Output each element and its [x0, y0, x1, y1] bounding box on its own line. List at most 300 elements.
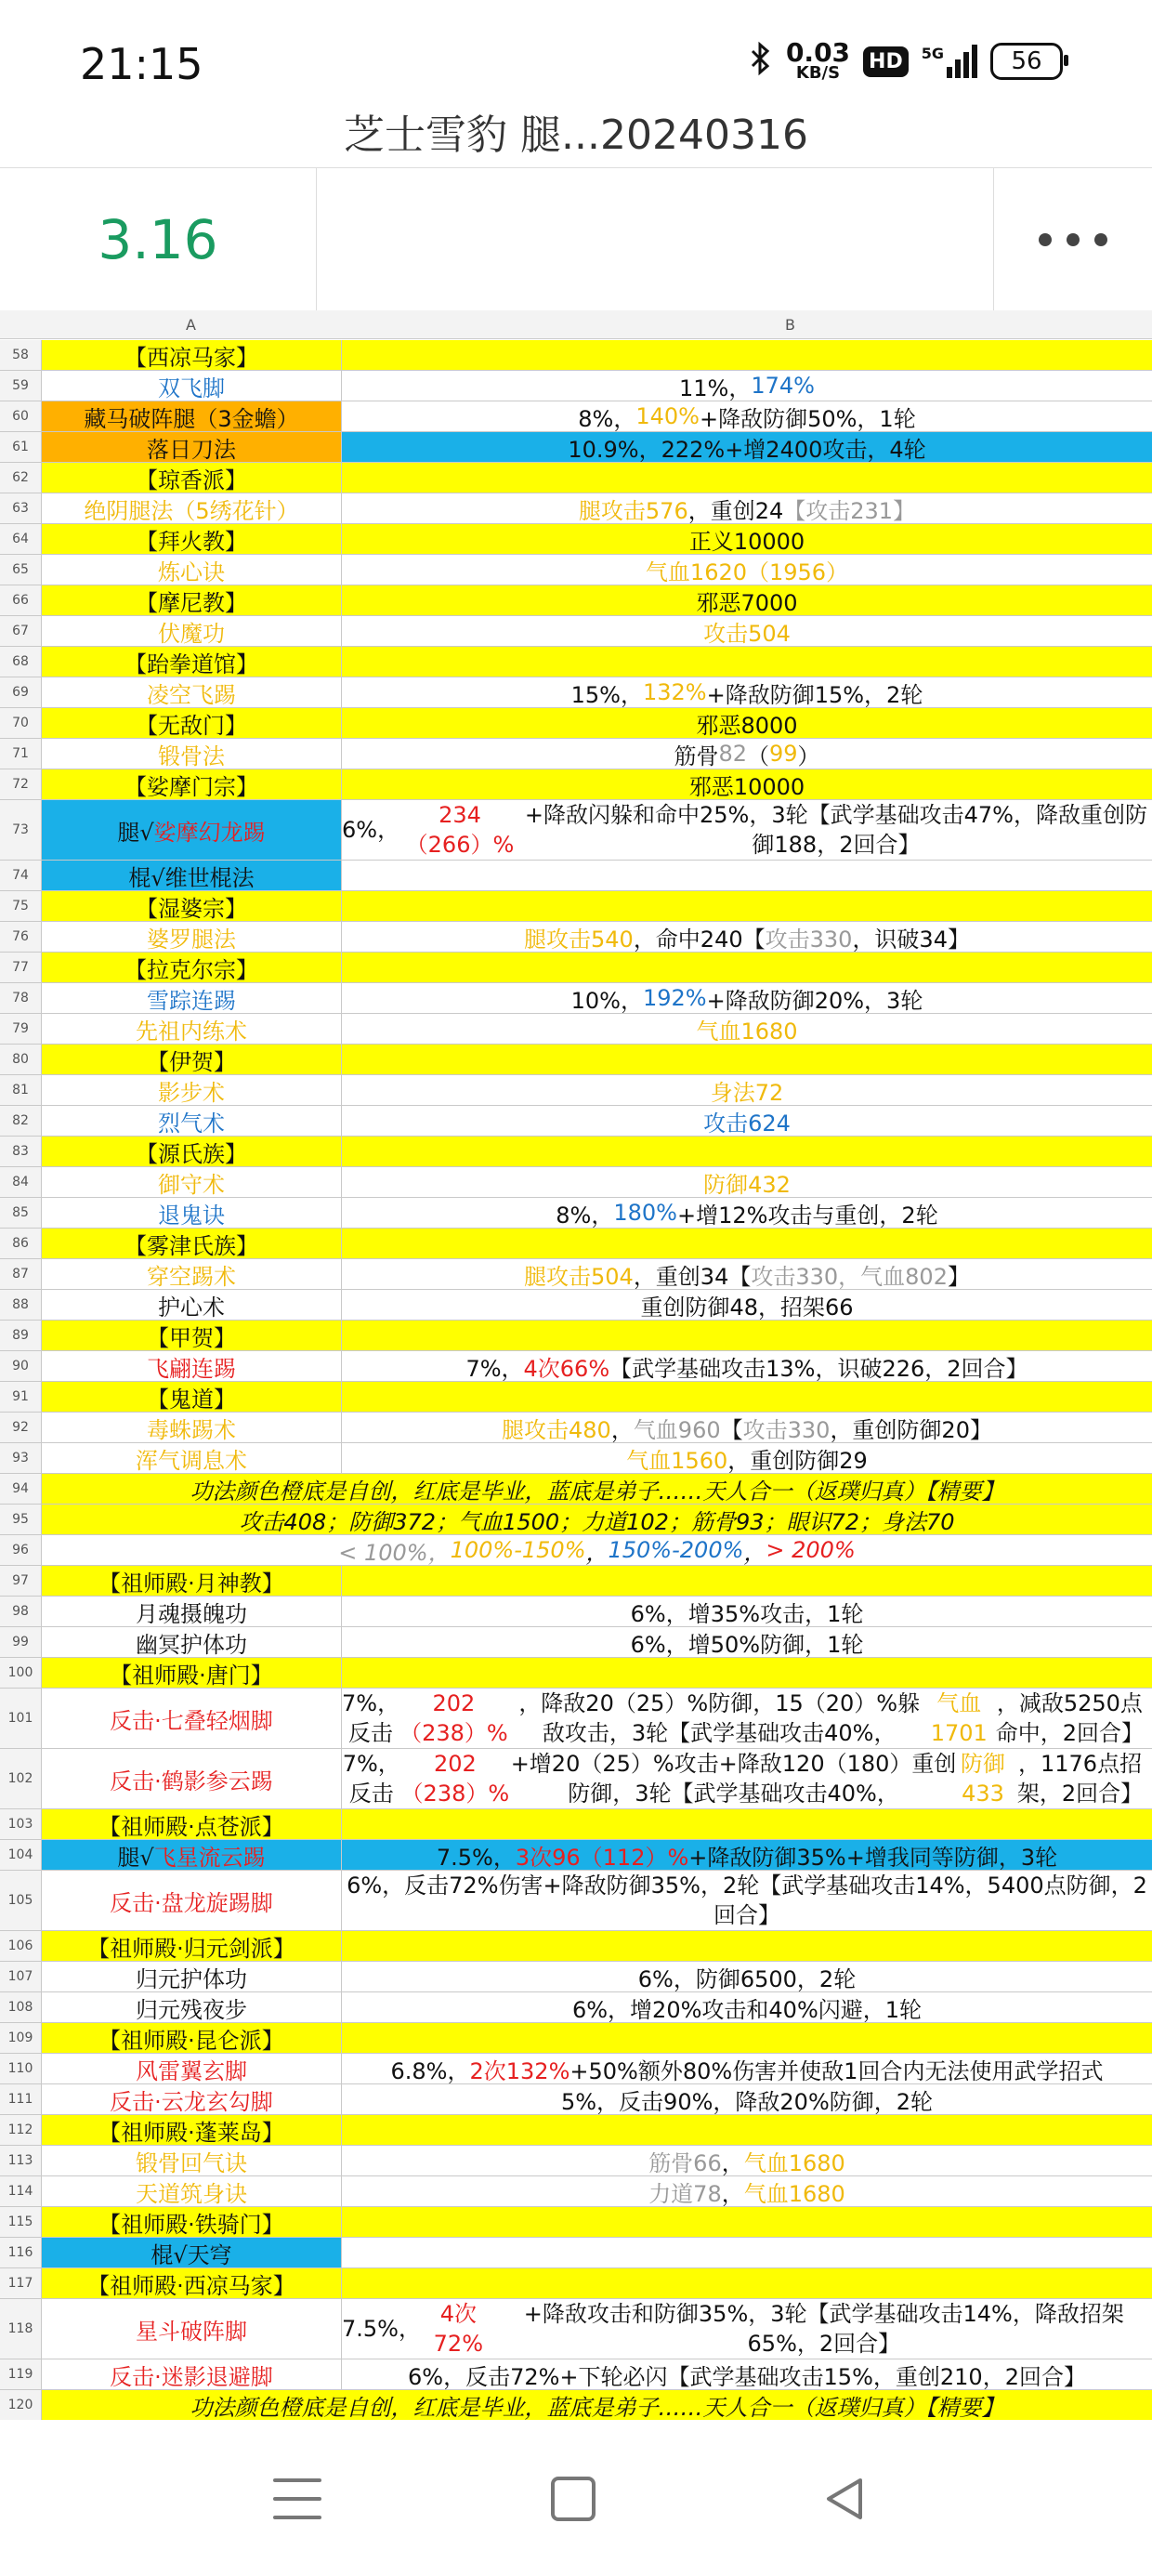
- table-row: [0, 1290, 1152, 1321]
- row-number[interactable]: 116: [0, 2238, 42, 2267]
- cell-b[interactable]: [342, 1259, 1152, 1289]
- cell-text-run: 6%，增20%攻击和40%闪避，1轮: [571, 1996, 923, 2023]
- cell-a[interactable]: [42, 2023, 342, 2053]
- cell-a[interactable]: [42, 463, 342, 493]
- cell-b[interactable]: [342, 1962, 1152, 1991]
- cell-b[interactable]: [342, 1809, 1152, 1839]
- cell-a[interactable]: [42, 769, 342, 799]
- table-row: [0, 708, 1152, 739]
- table-row: [0, 1566, 1152, 1597]
- row-number[interactable]: 81: [0, 1075, 42, 1105]
- cell-a[interactable]: [42, 2115, 342, 2145]
- column-header-row: [0, 310, 1152, 339]
- cell-a[interactable]: [42, 555, 342, 585]
- cell-text-run: 棍√维世棍法: [128, 864, 255, 891]
- cell-text-run: 气血1680: [743, 2149, 845, 2176]
- row-number[interactable]: 105: [0, 1871, 42, 1930]
- cell-b[interactable]: [342, 1382, 1152, 1412]
- hd-badge: HD: [863, 46, 909, 77]
- cell-a[interactable]: [42, 1749, 342, 1808]
- bluetooth-icon: [749, 42, 773, 82]
- cell-b[interactable]: [342, 1198, 1152, 1228]
- table-row: [0, 1014, 1152, 1045]
- cell-a[interactable]: [42, 1809, 342, 1839]
- cell-b[interactable]: [342, 1413, 1152, 1442]
- cell-a[interactable]: [42, 401, 342, 431]
- cell-text-run: 婆罗腿法: [147, 926, 236, 953]
- cell-text-run: ，: [585, 1539, 609, 1566]
- row-number[interactable]: 96: [0, 1535, 42, 1565]
- cell-a[interactable]: [42, 1931, 342, 1961]
- row-number[interactable]: 75: [0, 891, 42, 921]
- cell-b[interactable]: [342, 922, 1152, 952]
- cell-a[interactable]: [42, 1627, 342, 1657]
- cell-b[interactable]: [342, 2359, 1152, 2389]
- row-number[interactable]: 58: [0, 340, 42, 370]
- cell-a[interactable]: [42, 1871, 342, 1930]
- cell-b[interactable]: [342, 983, 1152, 1013]
- signal-icon: [922, 45, 977, 78]
- cell-text-run: 天道筑身诀: [136, 2180, 247, 2207]
- cell-text-run: 15%，: [570, 681, 643, 708]
- cell-b[interactable]: [342, 616, 1152, 646]
- cell-text-run: 气血1620（1956）: [645, 559, 849, 585]
- cell-b[interactable]: [342, 401, 1152, 431]
- cell-a[interactable]: [42, 708, 342, 738]
- row-number[interactable]: 89: [0, 1321, 42, 1350]
- cell-b[interactable]: [342, 953, 1152, 982]
- column-header-b[interactable]: B: [785, 316, 795, 334]
- cell-b[interactable]: [342, 891, 1152, 921]
- cell-b[interactable]: [342, 2023, 1152, 2053]
- row-number[interactable]: 120: [0, 2390, 42, 2420]
- network-speed-unit: KB/S: [795, 63, 841, 83]
- cell-a[interactable]: [42, 2054, 342, 2083]
- row-number[interactable]: 77: [0, 953, 42, 982]
- table-row: [0, 953, 1152, 983]
- more-dot-icon: [1039, 233, 1052, 246]
- cell-a[interactable]: [42, 953, 342, 982]
- row-number[interactable]: 95: [0, 1505, 42, 1534]
- cell-a[interactable]: [42, 1689, 342, 1748]
- cell-a[interactable]: [42, 2299, 342, 2359]
- cell-b[interactable]: [342, 2176, 1152, 2206]
- row-number[interactable]: 97: [0, 1566, 42, 1596]
- cell-b[interactable]: [342, 647, 1152, 677]
- spreadsheet-grid[interactable]: [0, 310, 1152, 2420]
- cell-b[interactable]: [342, 769, 1152, 799]
- cell-text-run: 锻骨回气诀: [136, 2149, 247, 2176]
- sheet-tab[interactable]: 3.16: [0, 168, 317, 311]
- table-row: [0, 463, 1152, 493]
- cell-a[interactable]: [42, 2268, 342, 2298]
- cell-b[interactable]: [342, 2115, 1152, 2145]
- cell-b[interactable]: [342, 1321, 1152, 1350]
- cell-text-run: ，重创24: [687, 497, 784, 524]
- cell-text-run: 192%: [642, 985, 707, 1011]
- row-number[interactable]: 84: [0, 1167, 42, 1197]
- cell-a[interactable]: [42, 1075, 342, 1105]
- row-number[interactable]: 79: [0, 1014, 42, 1044]
- cell-text-run: 功法颜色橙底是自创，红底是毕业，蓝底是弟子……天人合一（返璞归真）【精要】: [190, 1478, 1004, 1505]
- cell-a[interactable]: [42, 1014, 342, 1044]
- row-number[interactable]: 74: [0, 861, 42, 890]
- cell-b[interactable]: [342, 1075, 1152, 1105]
- row-number[interactable]: 111: [0, 2084, 42, 2114]
- cell-b[interactable]: [342, 1290, 1152, 1320]
- cell-a[interactable]: [42, 983, 342, 1013]
- cell-text-run: 180%: [613, 1200, 677, 1226]
- cell-text-run: 【祖师殿·归元剑派】: [87, 1935, 295, 1962]
- cell-b[interactable]: [342, 1597, 1152, 1626]
- table-row: [0, 1597, 1152, 1627]
- cell-text-run: 攻击624: [703, 1110, 791, 1137]
- row-number[interactable]: 109: [0, 2023, 42, 2053]
- row-number[interactable]: 76: [0, 922, 42, 952]
- sheet-tab-bar: [0, 167, 1152, 312]
- cell-b[interactable]: [342, 493, 1152, 523]
- cell-a[interactable]: [42, 1198, 342, 1228]
- row-number[interactable]: 92: [0, 1413, 42, 1442]
- cell-text-run: 6.8%，: [390, 2057, 470, 2084]
- cell-b[interactable]: [342, 463, 1152, 493]
- cell-b[interactable]: [342, 1627, 1152, 1657]
- cell-a[interactable]: [42, 891, 342, 921]
- cell-a[interactable]: [42, 1229, 342, 1258]
- cell-text-run: 140%: [635, 403, 700, 429]
- cell-b[interactable]: [342, 1167, 1152, 1197]
- cell-text-run: 影步术: [158, 1079, 225, 1106]
- cell-text-run: 归元残夜步: [136, 1996, 247, 2023]
- cell-a[interactable]: [42, 616, 342, 646]
- row-number[interactable]: 72: [0, 769, 42, 799]
- table-row: [0, 1474, 1152, 1505]
- cell-b[interactable]: [342, 2268, 1152, 2298]
- table-row: [0, 2238, 1152, 2268]
- more-options-button[interactable]: [993, 168, 1152, 311]
- table-row: [0, 800, 1152, 861]
- table-row: [0, 922, 1152, 953]
- cell-a[interactable]: [42, 1137, 342, 1166]
- cell-a[interactable]: [42, 1658, 342, 1688]
- cell-a[interactable]: [42, 2084, 342, 2114]
- column-header-a[interactable]: A: [186, 316, 196, 334]
- cell-b[interactable]: [342, 2207, 1152, 2237]
- cell-a[interactable]: [42, 1413, 342, 1442]
- row-number[interactable]: 85: [0, 1198, 42, 1228]
- table-row: [0, 493, 1152, 524]
- cell-text-run: 毒蛛踢术: [147, 1416, 236, 1443]
- cell-b[interactable]: [342, 524, 1152, 554]
- more-dot-icon: [1094, 233, 1107, 246]
- table-row: [0, 1689, 1152, 1749]
- row-number[interactable]: 112: [0, 2115, 42, 2145]
- cell-text-run: ，: [721, 2149, 744, 2176]
- row-number[interactable]: 67: [0, 616, 42, 646]
- merged-cell[interactable]: [42, 2390, 1152, 2420]
- cell-b[interactable]: [342, 1840, 1152, 1870]
- cell-b[interactable]: [342, 2238, 1152, 2267]
- row-number[interactable]: 93: [0, 1443, 42, 1473]
- table-row: [0, 1045, 1152, 1075]
- cell-b[interactable]: [342, 2146, 1152, 2175]
- cell-text-run: +降敌防御15%，2轮: [706, 681, 923, 708]
- row-number[interactable]: 78: [0, 983, 42, 1013]
- cell-text-run: 2次132%: [469, 2057, 570, 2084]
- row-number[interactable]: 100: [0, 1658, 42, 1688]
- row-number[interactable]: 104: [0, 1840, 42, 1870]
- cell-text-run: 132%: [642, 679, 707, 705]
- cell-a[interactable]: [42, 922, 342, 952]
- row-number[interactable]: 73: [0, 800, 42, 860]
- cell-b[interactable]: [342, 340, 1152, 370]
- row-number[interactable]: 59: [0, 371, 42, 401]
- cell-text-run: +增20（25）%攻击+降敌120（180）重创防御，3轮【武学基础攻击40%，: [510, 1751, 957, 1807]
- back-button[interactable]: [813, 2466, 878, 2531]
- cell-b[interactable]: [342, 1106, 1152, 1136]
- cell-b[interactable]: [342, 1566, 1152, 1596]
- cell-b[interactable]: [342, 1443, 1152, 1473]
- cell-a[interactable]: [42, 1167, 342, 1197]
- cell-a[interactable]: [42, 1351, 342, 1381]
- cell-a[interactable]: [42, 585, 342, 615]
- home-icon: [551, 2477, 596, 2521]
- row-number[interactable]: 69: [0, 677, 42, 707]
- cell-text-run: 【鬼道】: [147, 1386, 236, 1413]
- cell-b[interactable]: [342, 677, 1152, 707]
- cell-a[interactable]: [42, 1321, 342, 1350]
- cell-a[interactable]: [42, 2207, 342, 2237]
- cell-b[interactable]: [342, 1871, 1152, 1930]
- row-number[interactable]: 117: [0, 2268, 42, 2298]
- cell-text-run: 落日刀法: [147, 436, 236, 463]
- cell-b[interactable]: [342, 585, 1152, 615]
- cell-b[interactable]: [342, 371, 1152, 401]
- network-speed: [785, 37, 851, 83]
- row-number[interactable]: 103: [0, 1809, 42, 1839]
- cell-text-run: 【攻击231】: [783, 497, 916, 524]
- row-number[interactable]: 87: [0, 1259, 42, 1289]
- cell-a[interactable]: [42, 493, 342, 523]
- cell-text-run: 6%，增50%防御，1轮: [630, 1631, 864, 1658]
- cell-a[interactable]: [42, 2176, 342, 2206]
- cell-b[interactable]: [342, 1749, 1152, 1808]
- cell-a[interactable]: [42, 1259, 342, 1289]
- cell-text-run: 6%，反击72%+下轮必闪【武学基础攻击15%，重创210，2回合】: [408, 2363, 1086, 2390]
- cell-a[interactable]: [42, 2146, 342, 2175]
- cell-a[interactable]: [42, 524, 342, 554]
- cell-a[interactable]: [42, 1382, 342, 1412]
- cell-text-run: 8%，: [556, 1202, 614, 1229]
- cell-text-run: 【雾津氏族】: [124, 1232, 258, 1259]
- cell-a[interactable]: [42, 371, 342, 401]
- cell-text-run: 10%，: [570, 987, 643, 1014]
- table-row: [0, 1809, 1152, 1840]
- table-row: [0, 2207, 1152, 2238]
- cell-a[interactable]: [42, 739, 342, 769]
- cell-b[interactable]: [342, 2084, 1152, 2114]
- table-row: [0, 1229, 1152, 1259]
- cell-text-run: 邪恶8000: [696, 712, 798, 739]
- cell-a[interactable]: [42, 1443, 342, 1473]
- cell-text-run: 【娑摩门宗】: [124, 773, 258, 800]
- cell-text-run: +增12%攻击与重创，2轮: [676, 1202, 938, 1229]
- table-row: [0, 1535, 1152, 1566]
- cell-text-run: +降敌闪躲和命中25%，3轮【武学基础攻击47%，降敌重创防御188，2回合】: [524, 802, 1147, 858]
- merged-cell[interactable]: [42, 1535, 1152, 1565]
- row-number[interactable]: 83: [0, 1137, 42, 1166]
- cell-text-run: 筋骨66: [648, 2149, 722, 2176]
- cell-b[interactable]: [342, 432, 1152, 462]
- row-number[interactable]: 114: [0, 2176, 42, 2206]
- cell-b[interactable]: [342, 1658, 1152, 1688]
- cell-a[interactable]: [42, 1992, 342, 2022]
- row-number[interactable]: 88: [0, 1290, 42, 1320]
- cell-text-run: ，减敌5250点命中，2回合】: [995, 1690, 1145, 1746]
- cell-a[interactable]: [42, 1597, 342, 1626]
- cell-b[interactable]: [342, 1137, 1152, 1166]
- row-number[interactable]: 80: [0, 1045, 42, 1074]
- row-number[interactable]: 106: [0, 1931, 42, 1961]
- cell-text-run: 重创防御48，招架66: [640, 1294, 854, 1321]
- row-number[interactable]: 110: [0, 2054, 42, 2083]
- cell-text-run: 6%，反击72%伤害+降敌防御35%，2轮【武学基础攻击14%，5400点防御，2回合】: [347, 1873, 1147, 1928]
- battery-icon: [990, 43, 1063, 80]
- cell-a[interactable]: [42, 340, 342, 370]
- cell-b[interactable]: [342, 2299, 1152, 2359]
- row-number[interactable]: 64: [0, 524, 42, 554]
- cell-a[interactable]: [42, 800, 342, 860]
- cell-b[interactable]: [342, 2054, 1152, 2083]
- row-number[interactable]: 113: [0, 2146, 42, 2175]
- menu-icon: [273, 2478, 321, 2519]
- row-number[interactable]: 82: [0, 1106, 42, 1136]
- row-number[interactable]: 63: [0, 493, 42, 523]
- cell-text-run: 】: [947, 1263, 970, 1290]
- cell-text-run: 【祖师殿·月神教】: [98, 1570, 284, 1597]
- cell-text-run: 腿√: [117, 819, 154, 846]
- table-row: [0, 769, 1152, 800]
- recent-apps-button[interactable]: [265, 2466, 330, 2531]
- cell-a[interactable]: [42, 2359, 342, 2389]
- row-number[interactable]: 115: [0, 2207, 42, 2237]
- more-dot-icon: [1067, 233, 1080, 246]
- row-number[interactable]: 119: [0, 2359, 42, 2389]
- cell-a[interactable]: [42, 861, 342, 890]
- cell-b[interactable]: [342, 708, 1152, 738]
- table-row: [0, 2115, 1152, 2146]
- cell-text-run: 3次96（112）%: [515, 1844, 689, 1871]
- cell-text-run: ）: [797, 743, 820, 769]
- row-number[interactable]: 70: [0, 708, 42, 738]
- cell-text-run: 风雷翼玄脚: [136, 2057, 247, 2084]
- cell-text-run: 气血1680: [743, 2180, 845, 2207]
- row-number[interactable]: 98: [0, 1597, 42, 1626]
- row-number[interactable]: 62: [0, 463, 42, 493]
- cell-b[interactable]: [342, 1045, 1152, 1074]
- cell-text-run: 反击·七叠轻烟脚: [110, 1707, 273, 1734]
- table-row: [0, 1413, 1152, 1443]
- row-number[interactable]: 90: [0, 1351, 42, 1381]
- cell-text-run: ，1176点招架，2回合】: [1016, 1751, 1144, 1807]
- table-row: [0, 1075, 1152, 1106]
- cell-a[interactable]: [42, 1290, 342, 1320]
- cell-text-run: ，重创防御20】: [830, 1416, 992, 1443]
- cell-b[interactable]: [342, 1689, 1152, 1748]
- merged-cell[interactable]: [42, 1505, 1152, 1534]
- cell-text-run: 202（238）%: [400, 1751, 510, 1807]
- table-row: [0, 1106, 1152, 1137]
- row-number[interactable]: 107: [0, 1962, 42, 1991]
- cell-text-run: 6%，: [342, 817, 400, 843]
- cell-text-run: +降敌防御20%，3轮: [706, 987, 923, 1014]
- cell-a[interactable]: [42, 677, 342, 707]
- cell-a[interactable]: [42, 1106, 342, 1136]
- row-number[interactable]: 71: [0, 739, 42, 769]
- row-number[interactable]: 65: [0, 555, 42, 585]
- row-number[interactable]: 91: [0, 1382, 42, 1412]
- row-number[interactable]: 99: [0, 1627, 42, 1657]
- table-row: [0, 1658, 1152, 1689]
- merged-cell[interactable]: [42, 1474, 1152, 1504]
- row-number[interactable]: 60: [0, 401, 42, 431]
- cell-text-run: 4次72%: [433, 2301, 483, 2357]
- clock: 21:15: [80, 39, 203, 89]
- cell-text-run: 反击·迷影退避脚: [110, 2363, 273, 2390]
- cell-b[interactable]: [342, 1992, 1152, 2022]
- cell-a[interactable]: [42, 1962, 342, 1991]
- cell-b[interactable]: [342, 861, 1152, 890]
- row-number[interactable]: 66: [0, 585, 42, 615]
- cell-a[interactable]: [42, 1566, 342, 1596]
- cell-text-run: 7.5%，: [342, 2316, 421, 2342]
- home-button[interactable]: [541, 2466, 606, 2531]
- cell-a[interactable]: [42, 647, 342, 677]
- row-number[interactable]: 118: [0, 2299, 42, 2359]
- cell-b[interactable]: [342, 1351, 1152, 1381]
- cell-a[interactable]: [42, 1840, 342, 1870]
- table-row: [0, 401, 1152, 432]
- cell-b[interactable]: [342, 800, 1152, 860]
- row-number[interactable]: 86: [0, 1229, 42, 1258]
- cell-a[interactable]: [42, 2238, 342, 2267]
- cell-b[interactable]: [342, 1014, 1152, 1044]
- cell-text-run: +50%额外80%伤害并使敌1回合内无法使用武学招式: [569, 2057, 1104, 2084]
- cell-a[interactable]: [42, 1045, 342, 1074]
- table-row: [0, 555, 1152, 585]
- cell-text-run: 11%，: [679, 375, 752, 401]
- cell-a[interactable]: [42, 432, 342, 462]
- battery-level: 56: [1011, 47, 1042, 75]
- cell-b[interactable]: [342, 1229, 1152, 1258]
- cell-text-run: 反击·云龙玄勾脚: [110, 2088, 273, 2115]
- cell-b[interactable]: [342, 1931, 1152, 1961]
- table-row: [0, 1351, 1152, 1382]
- cell-b[interactable]: [342, 739, 1152, 769]
- row-number[interactable]: 101: [0, 1689, 42, 1748]
- cell-text-run: 腿攻击540: [524, 926, 634, 953]
- cell-text-run: +降敌攻击和防御35%，3轮【武学基础攻击14%，降敌招架65%，2回合】: [523, 2301, 1124, 2357]
- row-number[interactable]: 108: [0, 1992, 42, 2022]
- row-number[interactable]: 94: [0, 1474, 42, 1504]
- row-number[interactable]: 102: [0, 1749, 42, 1808]
- row-number[interactable]: 68: [0, 647, 42, 677]
- cell-text-run: 攻击504: [703, 620, 791, 647]
- network-speed-value: 0.03: [785, 37, 851, 68]
- cell-b[interactable]: [342, 555, 1152, 585]
- row-number[interactable]: 61: [0, 432, 42, 462]
- cell-text-run: 8%，: [578, 405, 636, 432]
